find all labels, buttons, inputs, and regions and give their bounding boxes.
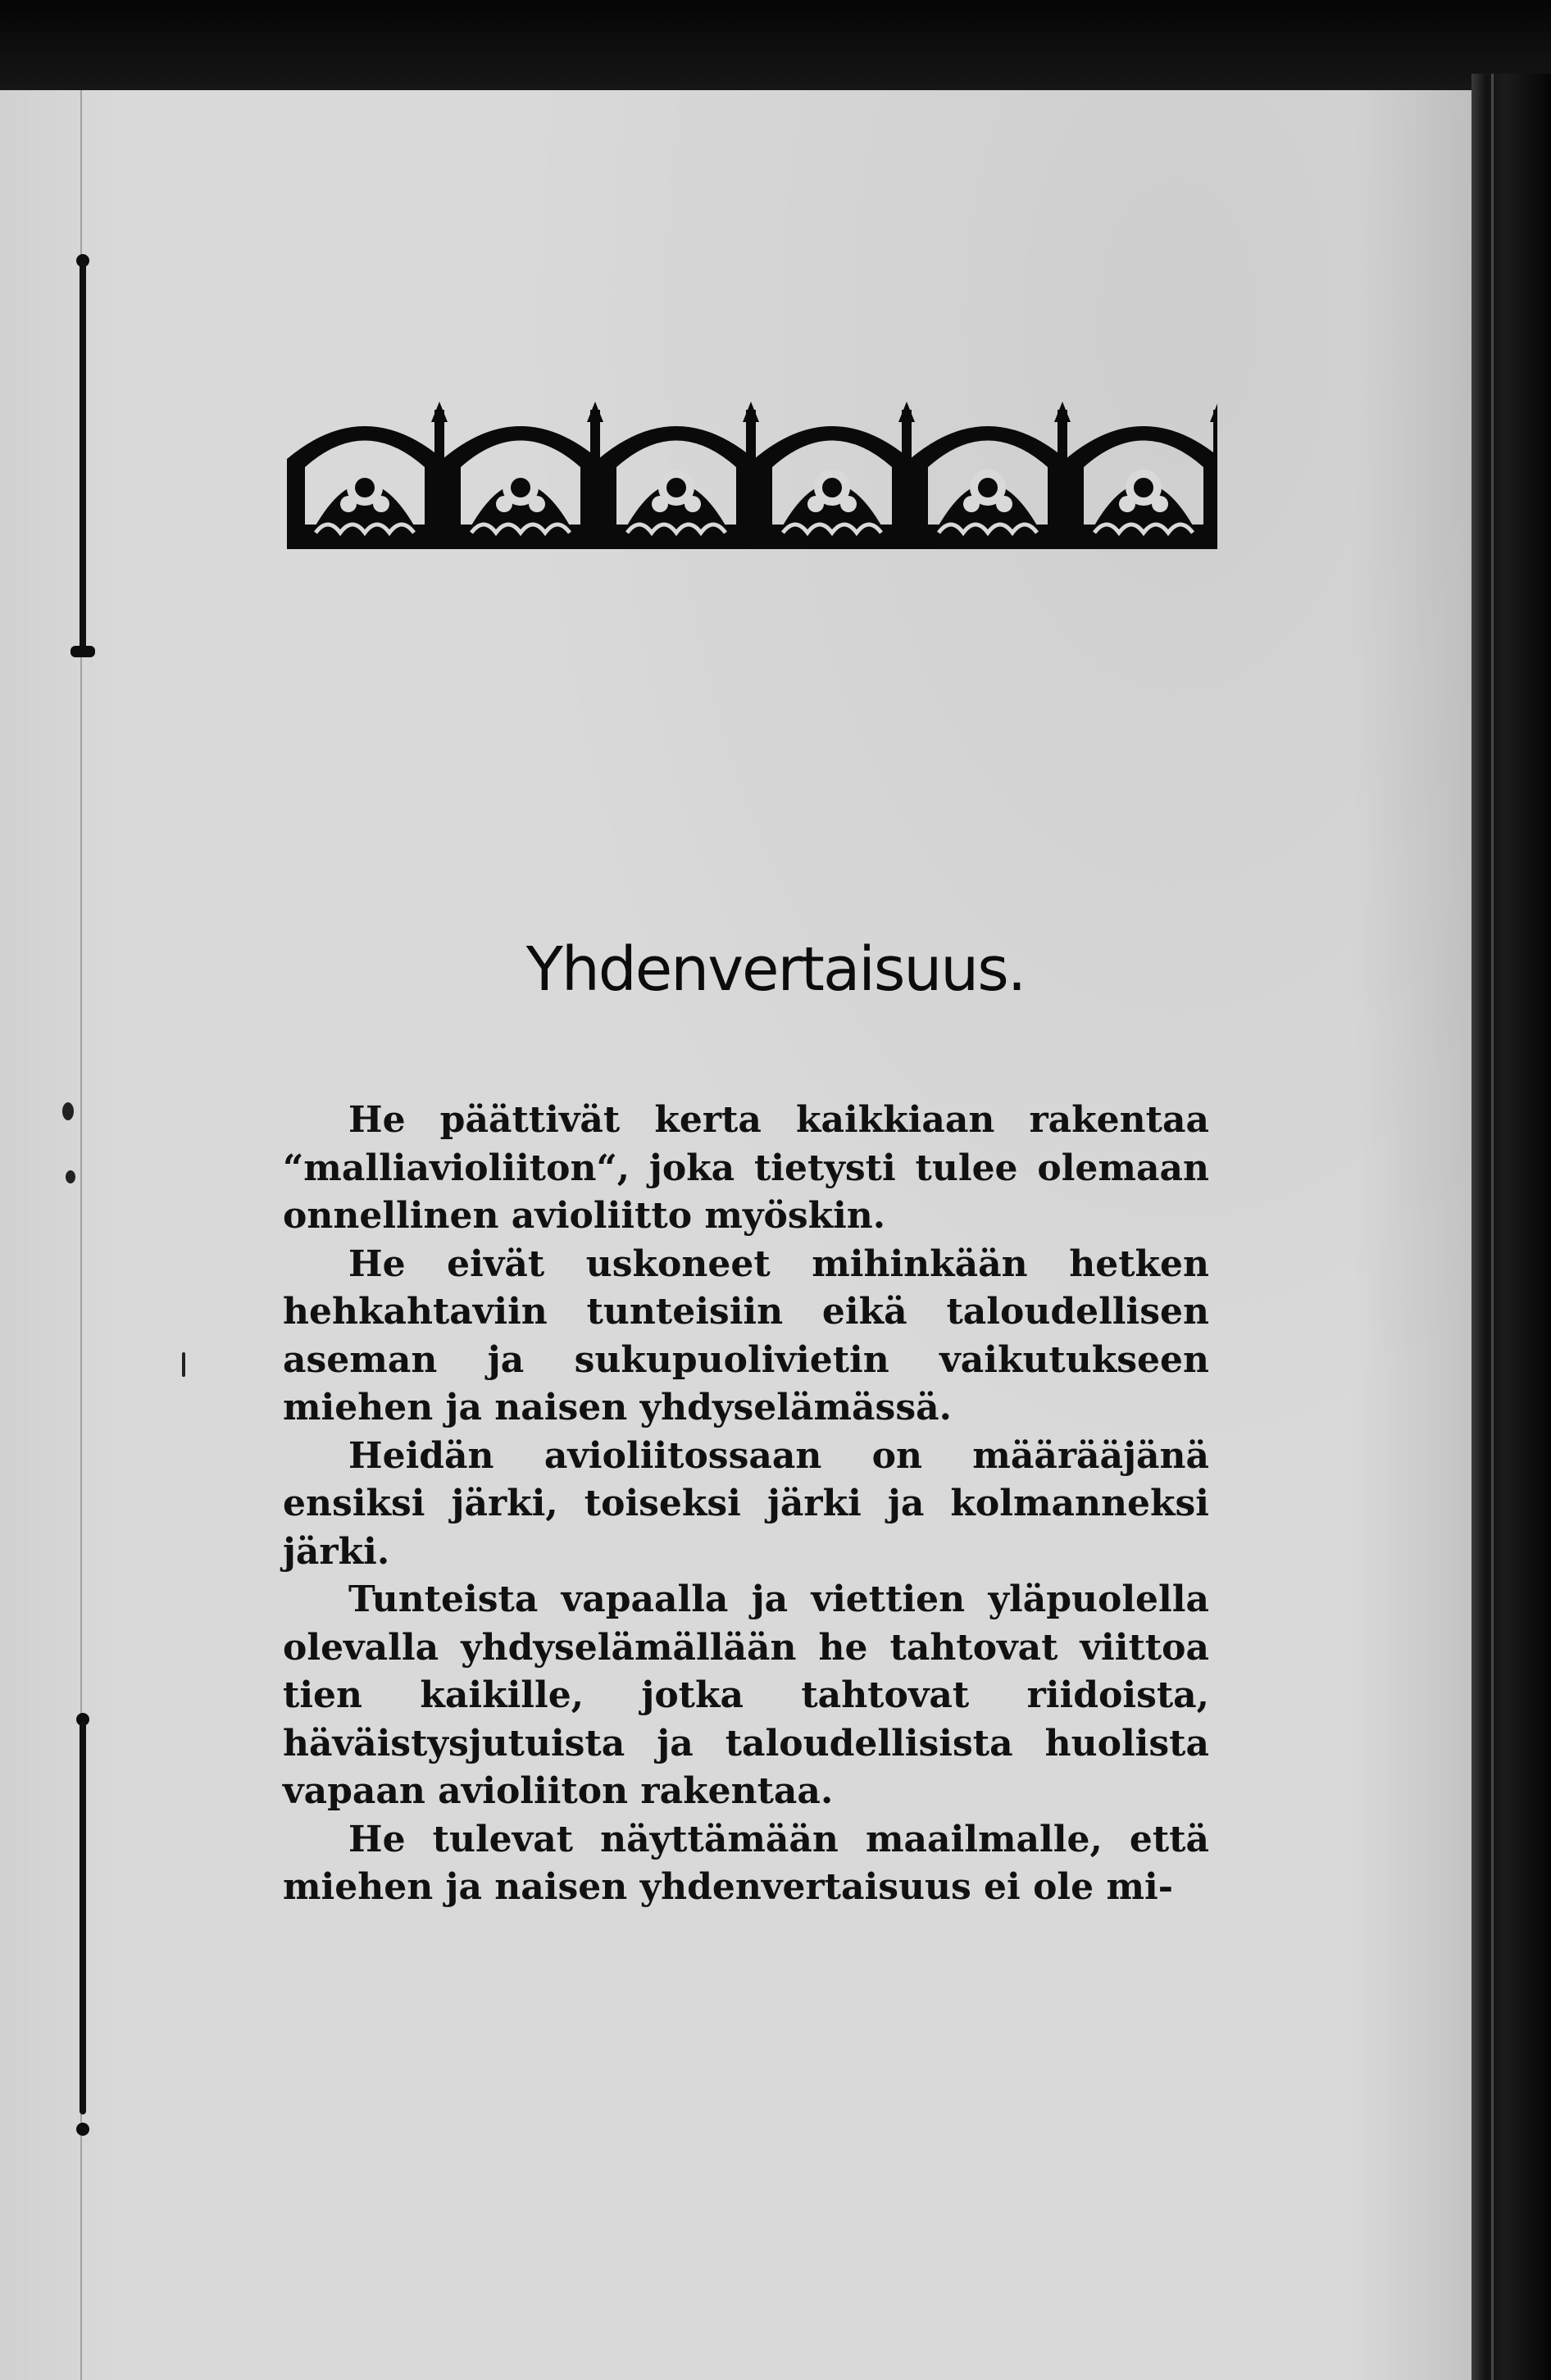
paragraph: He päättivät kerta kaikkiaan rakentaa “malliavioliiton“, joka tietysti tulee olemaan onnellinen avioliitto myöskin.	[283, 1099, 1209, 1237]
spine-line	[1491, 74, 1494, 2380]
paragraph: Heidän avioliitossaan on määrääjänä ensiksi järki, toiseksi järki ja kolmanneksi järki.	[283, 1434, 1209, 1573]
ink-speck	[66, 1170, 75, 1183]
ink-speck	[182, 1352, 185, 1377]
body-text	[283, 1097, 1209, 1912]
binding-stitch-top	[75, 254, 90, 664]
stitch-dot	[76, 2123, 89, 2136]
ink-speck	[62, 1102, 74, 1120]
book-spine-edge	[1471, 74, 1551, 2380]
paragraph: He tulevat näyttämään maailmalle, että miehen ja naisen yhdenvertaisuus ei ole mi-	[283, 1818, 1209, 1908]
binding-stitch-bottom	[75, 1713, 90, 2139]
stitch-bar	[80, 1721, 86, 2114]
paragraph: He eivät uskoneet mihinkään hetken hehkahtaviin tunteisiin eikä taloudellisen aseman ja sukupuolivietin vaikutukseen miehen ja naisen yhdyselämässä.	[283, 1242, 1209, 1428]
paragraph: Tunteista vapaalla ja viettien yläpuolella olevalla yhdyselämällään he tahtovat viittoa tien kaikille, jotka tahtovat riidoista, häväistysjutuista ja taloudellisista huolista vapaan avioliiton rakentaa.	[283, 1578, 1209, 1812]
page-title: Yhdenvertaisuus.	[525, 934, 1026, 1005]
stitch-bar	[80, 262, 86, 656]
scan-top-border	[0, 0, 1551, 90]
decorative-border-ornament	[287, 402, 1217, 557]
stitch-foot	[70, 646, 95, 657]
